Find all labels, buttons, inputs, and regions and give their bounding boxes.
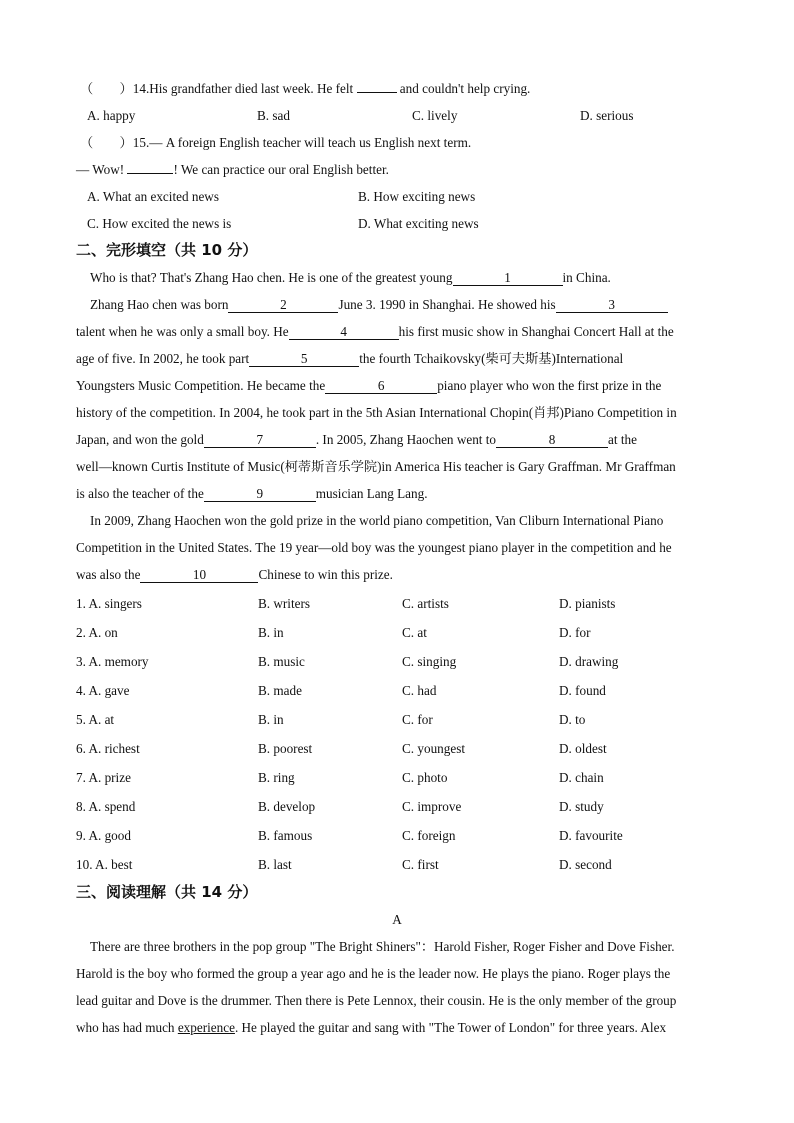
blank-9[interactable]: 9 xyxy=(204,486,316,502)
q8-option-a[interactable]: 8. A. spend xyxy=(76,799,136,814)
blank-6[interactable]: 6 xyxy=(325,378,437,394)
option-a[interactable]: A. What an excited news xyxy=(87,189,219,204)
q1-option-a[interactable]: 1. A. singers xyxy=(76,596,142,611)
text: at the xyxy=(608,432,637,447)
text: Who is that? That's Zhang Hao chen. He is one of the greatest young xyxy=(90,270,453,285)
text: is also the teacher of the xyxy=(76,486,204,501)
text: the fourth Tchaikovsky(柴可夫斯基)International xyxy=(359,351,624,366)
q5-option-b[interactable]: B. in xyxy=(258,712,284,727)
q6-option-a[interactable]: 6. A. richest xyxy=(76,741,140,756)
q7-option-b[interactable]: B. ring xyxy=(258,770,295,785)
blank-4[interactable]: 4 xyxy=(289,324,399,340)
q2-option-c[interactable]: C. at xyxy=(402,625,427,640)
question-15 xyxy=(80,134,471,152)
cloze-line xyxy=(76,350,623,368)
answer-paren: （ ） xyxy=(80,81,133,96)
text: Japan, and won the gold xyxy=(76,432,204,447)
question-stem: 15.— A foreign English teacher will teach us English next term. xyxy=(132,135,472,150)
section-heading-reading: 三、阅读理解（共 14 分） xyxy=(76,883,258,901)
option-a[interactable]: A. happy xyxy=(87,108,136,123)
q5-option-a[interactable]: 5. A. at xyxy=(76,712,115,727)
answer-blank[interactable] xyxy=(357,92,397,93)
q10-option-c[interactable]: C. first xyxy=(402,857,439,872)
passage-line xyxy=(76,1019,666,1037)
underlined-word: experience xyxy=(177,1020,235,1035)
q6-option-c[interactable]: C. youngest xyxy=(402,741,466,756)
q1-option-b[interactable]: B. writers xyxy=(258,596,311,611)
q7-option-a[interactable]: 7. A. prize xyxy=(76,770,131,785)
text: in China. xyxy=(562,270,611,285)
q9-option-a[interactable]: 9. A. good xyxy=(76,828,131,843)
q3-option-b[interactable]: B. music xyxy=(258,654,305,669)
cloze-line xyxy=(76,323,674,341)
blank-8[interactable]: 8 xyxy=(496,432,608,448)
q8-option-d[interactable]: D. study xyxy=(559,799,604,814)
q4-option-a[interactable]: 4. A. gave xyxy=(76,683,130,698)
text: June 3. 1990 in Shanghai. He showed his xyxy=(338,297,556,312)
question-stem: 14.His grandfather died last week. He felt xyxy=(132,81,354,96)
q10-option-d[interactable]: D. second xyxy=(559,857,612,872)
q4-option-d[interactable]: D. found xyxy=(559,683,606,698)
cloze-line xyxy=(76,566,393,584)
text: musician Lang Lang. xyxy=(315,486,428,501)
cloze-line xyxy=(90,296,668,314)
text: Youngsters Music Competition. He became the xyxy=(76,378,326,393)
option-b[interactable]: B. sad xyxy=(257,108,290,123)
answer-blank[interactable] xyxy=(127,173,173,174)
text: Chinese to win this prize. xyxy=(258,567,393,582)
q1-option-d[interactable]: D. pianists xyxy=(559,596,616,611)
passage-line: There are three brothers in the pop group "The Bright Shiners"：Harold Fisher, Roger Fisher and Dove Fisher. xyxy=(90,939,675,954)
q9-option-d[interactable]: D. favourite xyxy=(559,828,623,843)
cloze-line: In 2009, Zhang Haochen won the gold prize in the world piano competition, Van Cliburn International Piano xyxy=(90,513,664,528)
option-c[interactable]: C. How excited the news is xyxy=(87,216,232,231)
q6-option-d[interactable]: D. oldest xyxy=(559,741,607,756)
q4-option-b[interactable]: B. made xyxy=(258,683,302,698)
cloze-line: Competition in the United States. The 19 year—old boy was the youngest piano player in the competition and he xyxy=(76,540,672,555)
blank-2[interactable]: 2 xyxy=(228,297,338,313)
question-15-reply xyxy=(76,161,389,179)
q8-option-c[interactable]: C. improve xyxy=(402,799,462,814)
passage-line: lead guitar and Dove is the drummer. Then there is Pete Lennox, their cousin. He is the only member of the group xyxy=(76,993,677,1008)
cloze-line: history of the competition. In 2004, he took part in the 5th Asian International Chopin(肖邦)Piano Competition in xyxy=(76,405,677,420)
q10-option-a[interactable]: 10. A. best xyxy=(76,857,133,872)
passage-line: Harold is the boy who formed the group a year ago and he is the leader now. He plays the piano. Roger plays the xyxy=(76,966,671,981)
cloze-line xyxy=(90,269,611,287)
blank-1[interactable]: 1 xyxy=(453,270,563,286)
cloze-line xyxy=(76,431,637,449)
reply-end: ! We can practice our oral English better. xyxy=(173,162,389,177)
option-d[interactable]: D. serious xyxy=(580,108,634,123)
q3-option-c[interactable]: C. singing xyxy=(402,654,457,669)
cloze-line xyxy=(76,485,428,503)
q3-option-a[interactable]: 3. A. memory xyxy=(76,654,149,669)
text: his first music show in Shanghai Concert Hall at the xyxy=(398,324,674,339)
q5-option-d[interactable]: D. to xyxy=(559,712,586,727)
q6-option-b[interactable]: B. poorest xyxy=(258,741,313,756)
q7-option-d[interactable]: D. chain xyxy=(559,770,604,785)
question-14 xyxy=(80,80,530,98)
q9-option-b[interactable]: B. famous xyxy=(258,828,313,843)
text: talent when he was only a small boy. He xyxy=(76,324,289,339)
blank-10[interactable]: 10 xyxy=(140,567,258,583)
passage-label: A xyxy=(392,912,402,927)
cloze-line xyxy=(76,377,661,395)
option-d[interactable]: D. What exciting news xyxy=(358,216,479,231)
text: . In 2005, Zhang Haochen went to xyxy=(315,432,497,447)
cloze-line: well—known Curtis Institute of Music(柯蒂斯音乐学院)in America His teacher is Gary Graffman. Mr Graffman xyxy=(76,459,676,474)
text: was also the xyxy=(76,567,141,582)
reply-start: — Wow! xyxy=(76,162,125,177)
text: piano player who won the first prize in the xyxy=(437,378,662,393)
q10-option-b[interactable]: B. last xyxy=(258,857,292,872)
option-c[interactable]: C. lively xyxy=(412,108,458,123)
q2-option-d[interactable]: D. for xyxy=(559,625,591,640)
text: Zhang Hao chen was born xyxy=(90,297,229,312)
q7-option-c[interactable]: C. photo xyxy=(402,770,448,785)
text: who has had much xyxy=(76,1020,175,1035)
section-heading-cloze: 二、完形填空（共 10 分） xyxy=(76,241,258,259)
text: . He played the guitar and sang with "The Tower of London" for three years. Alex xyxy=(234,1020,667,1035)
q1-option-c[interactable]: C. artists xyxy=(402,596,449,611)
answer-paren: （ ） xyxy=(80,135,133,150)
q5-option-c[interactable]: C. for xyxy=(402,712,433,727)
question-stem-end: and couldn't help crying. xyxy=(399,81,531,96)
q8-option-b[interactable]: B. develop xyxy=(258,799,316,814)
q4-option-c[interactable]: C. had xyxy=(402,683,437,698)
blank-5[interactable]: 5 xyxy=(249,351,359,367)
blank-3[interactable]: 3 xyxy=(556,297,668,313)
text: age of five. In 2002, he took part xyxy=(76,351,250,366)
q2-option-a[interactable]: 2. A. on xyxy=(76,625,118,640)
option-b[interactable]: B. How exciting news xyxy=(358,189,476,204)
q2-option-b[interactable]: B. in xyxy=(258,625,284,640)
q3-option-d[interactable]: D. drawing xyxy=(559,654,619,669)
blank-7[interactable]: 7 xyxy=(204,432,316,448)
q9-option-c[interactable]: C. foreign xyxy=(402,828,456,843)
